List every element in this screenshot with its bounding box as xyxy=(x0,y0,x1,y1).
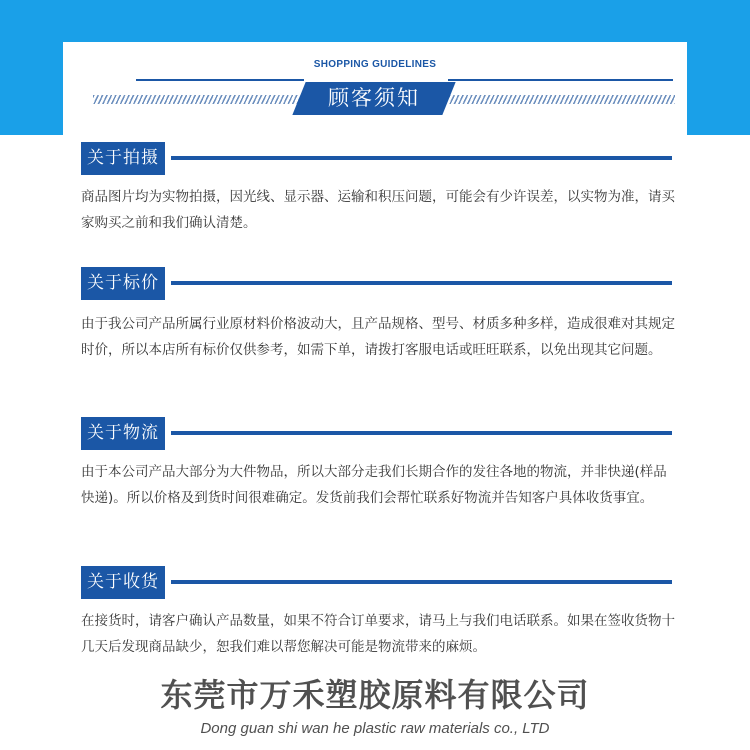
header-left-line xyxy=(136,79,304,81)
guidelines-card xyxy=(63,42,687,750)
company-name-chinese: 东莞市万禾塑胶原料有限公司 xyxy=(160,676,590,714)
section-heading: 关于收货 xyxy=(81,566,165,599)
header-right-line xyxy=(448,79,673,81)
section-heading-bar xyxy=(81,417,677,451)
header-right-hatch xyxy=(449,95,675,104)
section-body: 商品图片均为实物拍摄，因光线、显示器、运输和积压问题，可能会有少许误差，以实物为准，请买家购买之前和我们确认清楚。 xyxy=(81,189,675,231)
section-heading-bar xyxy=(81,566,677,600)
section-body: 由于本公司产品大部分为大件物品，所以大部分走我们长期合作的发往各地的物流，并非快递(样品快递)。所以价格及到货时间很难确定。发货前我们会帮忙联系好物流并告知客户具体收货事宜。 xyxy=(81,464,667,506)
section-rule xyxy=(171,281,672,285)
section-heading: 关于标价 xyxy=(81,267,165,300)
header-left-hatch xyxy=(93,95,301,104)
section-body: 在接货时，请客户确认产品数量，如果不符合订单要求，请马上与我们电话联系。如果在签收货物十几天后发现商品缺少，恕我们难以帮您解决可能是物流带来的麻烦。 xyxy=(81,613,675,655)
company-name-english: Dong guan shi wan he plastic raw materials co., LTD xyxy=(200,720,550,737)
section-body: 由于我公司产品所属行业原材料价格波动大，且产品规格、型号、材质多种多样，造成很难对其规定时价，所以本店所有标价仅供参考，如需下单，请拨打客服电话或旺旺联系，以免出现其它问题。 xyxy=(81,316,675,358)
page-title: 顾客须知 xyxy=(328,86,420,110)
section-heading-bar xyxy=(81,142,677,176)
section-rule xyxy=(171,156,672,160)
english-title: SHOPPING GUIDELINES xyxy=(313,59,437,70)
section-rule xyxy=(171,431,672,435)
section-rule xyxy=(171,580,672,584)
page-header xyxy=(63,42,687,122)
section-heading: 关于拍摄 xyxy=(81,142,165,175)
section-heading-bar xyxy=(81,267,677,301)
section-heading: 关于物流 xyxy=(81,417,165,450)
